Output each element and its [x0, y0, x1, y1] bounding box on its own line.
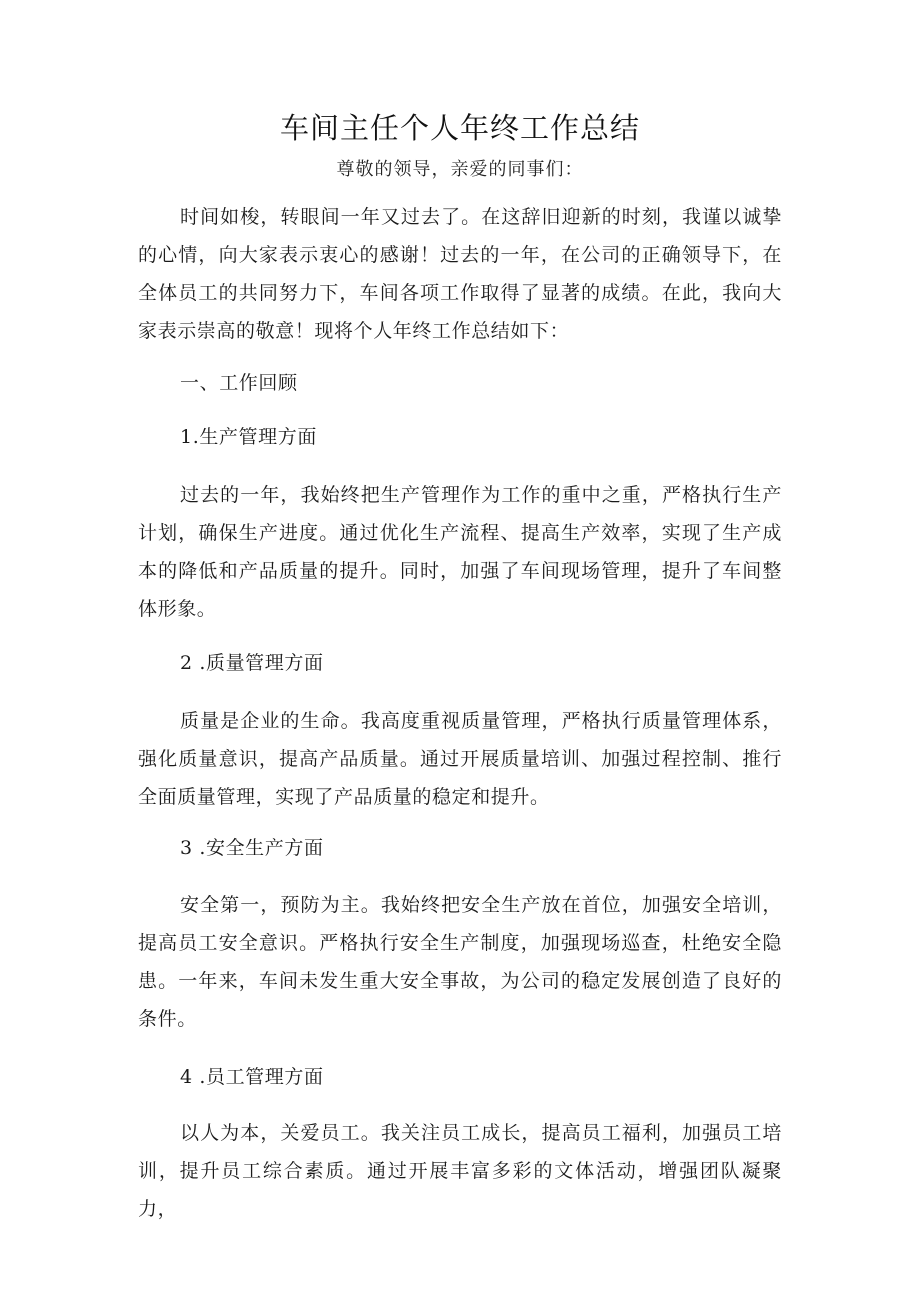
- section-heading-work-review: 一、工作回顾: [180, 372, 298, 394]
- paragraph-production: 过去的一年，我始终把生产管理作为工作的重中之重，严格执行生产计划，确保生产进度。通过优化生产流程、提高生产效率，实现了生产成本的降低和产品质量的提升。同时，加强了车间现场管理，提升了车间整体形象。: [138, 484, 782, 620]
- intro-paragraph: 时间如梭，转眼间一年又过去了。在这辞旧迎新的时刻，我谨以诚挚的心情，向大家表示衷心的感谢！过去的一年，在公司的正确领导下，在全体员工的共同努力下，车间各项工作取得了显著的成绩。在此，我向大家表示崇高的敬意！现将个人年终工作总结如下：: [138, 206, 782, 342]
- salutation: 尊敬的领导，亲爱的同事们：: [336, 159, 584, 180]
- subsection-heading-safety: 3 .安全生产方面: [180, 837, 324, 859]
- paragraph-staff: 以人为本，关爱员工。我关注员工成长，提高员工福利，加强员工培训，提升员工综合素质。通过开展丰富多彩的文体活动，增强团队凝聚力，: [138, 1122, 782, 1220]
- subsection-heading-production: 1.生产管理方面: [180, 426, 317, 448]
- paragraph-safety: 安全第一，预防为主。我始终把安全生产放在首位，加强安全培训，提高员工安全意识。严格执行安全生产制度，加强现场巡查，杜绝安全隐患。一年来，车间未发生重大安全事故，为公司的稳定发展创造了良好的条件。: [138, 894, 782, 1030]
- subsection-heading-quality: 2 .质量管理方面: [180, 652, 324, 674]
- paragraph-quality: 质量是企业的生命。我高度重视质量管理，严格执行质量管理体系，强化质量意识，提高产品质量。通过开展质量培训、加强过程控制、推行全面质量管理，实现了产品质量的稳定和提升。: [138, 710, 782, 808]
- subsection-heading-staff: 4 .员工管理方面: [180, 1066, 324, 1088]
- document-title: 车间主任个人年终工作总结: [279, 111, 640, 145]
